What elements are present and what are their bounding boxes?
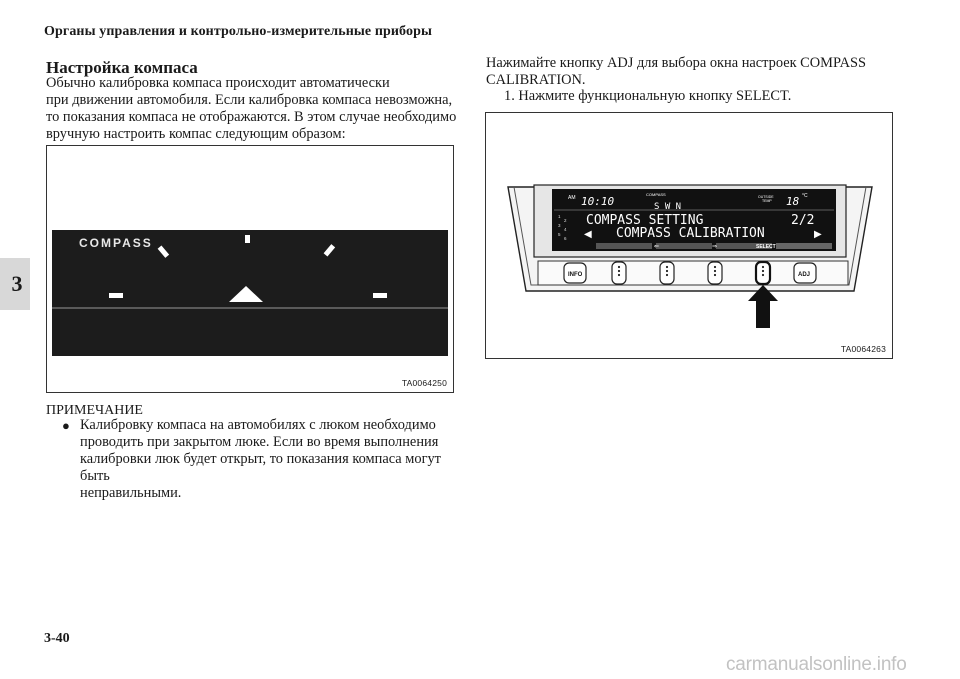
- west-bar: [109, 293, 123, 298]
- step-number: 1.: [504, 88, 515, 104]
- fn-right-arrow-icon: ⇒: [712, 243, 718, 250]
- side-number: 1: [558, 214, 561, 219]
- note-label: ПРИМЕЧАНИЕ: [46, 403, 143, 418]
- temp-value: 18: [786, 195, 800, 208]
- info-button-label: INFO: [568, 272, 583, 278]
- left-arrow-icon: ◀: [584, 229, 592, 240]
- right-intro-line: Нажимайте кнопку ADJ для выбора окна настроек COMPASS: [486, 55, 867, 71]
- section-title: Настройка компаса: [46, 58, 198, 77]
- fn-bar-4: [776, 243, 832, 249]
- compass-display-figure: [46, 145, 454, 393]
- function-button-3[interactable]: [708, 262, 722, 284]
- compass-display-illustration: [47, 146, 453, 392]
- step-text: Нажмите функциональную кнопку SELECT.: [518, 88, 792, 104]
- screen-line2: COMPASS CALIBRATION: [616, 226, 765, 241]
- intro-line: вручную настроить компас следующим образом:: [46, 126, 346, 142]
- right-arrow-icon: ▶: [814, 229, 822, 240]
- compass-letters: S W N: [654, 202, 682, 212]
- right-intro-line: CALIBRATION.: [486, 72, 586, 88]
- note-line: Калибровку компаса на автомобилях с люком необходимо: [80, 417, 436, 433]
- compass-mini-label: COMPASS: [646, 192, 666, 197]
- clock-readout: 10:10: [581, 195, 615, 208]
- multi-display-illustration: [486, 113, 892, 358]
- fn-bar-2: [656, 243, 712, 249]
- east-bar: [373, 293, 387, 298]
- chapter-number: 3: [11, 271, 23, 296]
- side-number: 3: [558, 223, 561, 228]
- step-1: [504, 88, 791, 105]
- side-number: 5: [558, 232, 561, 237]
- outside-label: OUTSIDE: [758, 195, 774, 199]
- intro-paragraph: [46, 75, 466, 143]
- select-label: SELECT: [756, 244, 776, 250]
- indicator-segment-center: [245, 235, 250, 243]
- function-button-2[interactable]: [660, 262, 674, 284]
- note-line: проводить при закрытом люке. Если во время выполнения: [80, 434, 439, 450]
- side-number: 2: [564, 218, 567, 223]
- side-number: 6: [564, 236, 567, 241]
- intro-line: то показания компаса не отображаются. В этом случае необходимо: [46, 109, 457, 125]
- fn-bar-1: [596, 243, 652, 249]
- temp-label: TEMP: [762, 199, 772, 203]
- am-label: AM: [568, 195, 576, 201]
- screen-line1: COMPASS SETTING: [586, 213, 704, 228]
- note-text: [80, 417, 460, 502]
- chapter-tab: [0, 258, 30, 310]
- function-button-1[interactable]: [612, 262, 626, 284]
- figure-code: TA0064263: [840, 344, 886, 354]
- fn-left-arrow-icon: ⇐: [654, 243, 660, 250]
- side-number: 4: [564, 227, 567, 232]
- running-header: Органы управления и контрольно-измерительные приборы: [44, 24, 432, 39]
- temp-unit: °C: [802, 193, 808, 199]
- intro-line: при движении автомобиля. Если калибровка компаса невозможна,: [46, 92, 453, 108]
- watermark[interactable]: carmanualsonline.info: [726, 654, 907, 675]
- intro-line: Обычно калибровка компаса происходит автоматически: [46, 75, 390, 91]
- figure-code: TA0064250: [401, 378, 447, 388]
- bullet-icon: ●: [62, 418, 70, 433]
- compass-label: COMPASS: [79, 236, 153, 250]
- screen-page: 2/2: [791, 213, 815, 228]
- note-line: неправильными.: [80, 485, 182, 501]
- page-number: 3-40: [44, 631, 70, 646]
- right-intro-paragraph: [486, 55, 906, 89]
- select-function-button[interactable]: [756, 262, 770, 284]
- adj-button-label: ADJ: [798, 272, 811, 278]
- note-line: калибровки люк будет открыт, то показания компаса могут быть: [80, 451, 441, 484]
- multi-display-figure: [485, 112, 893, 359]
